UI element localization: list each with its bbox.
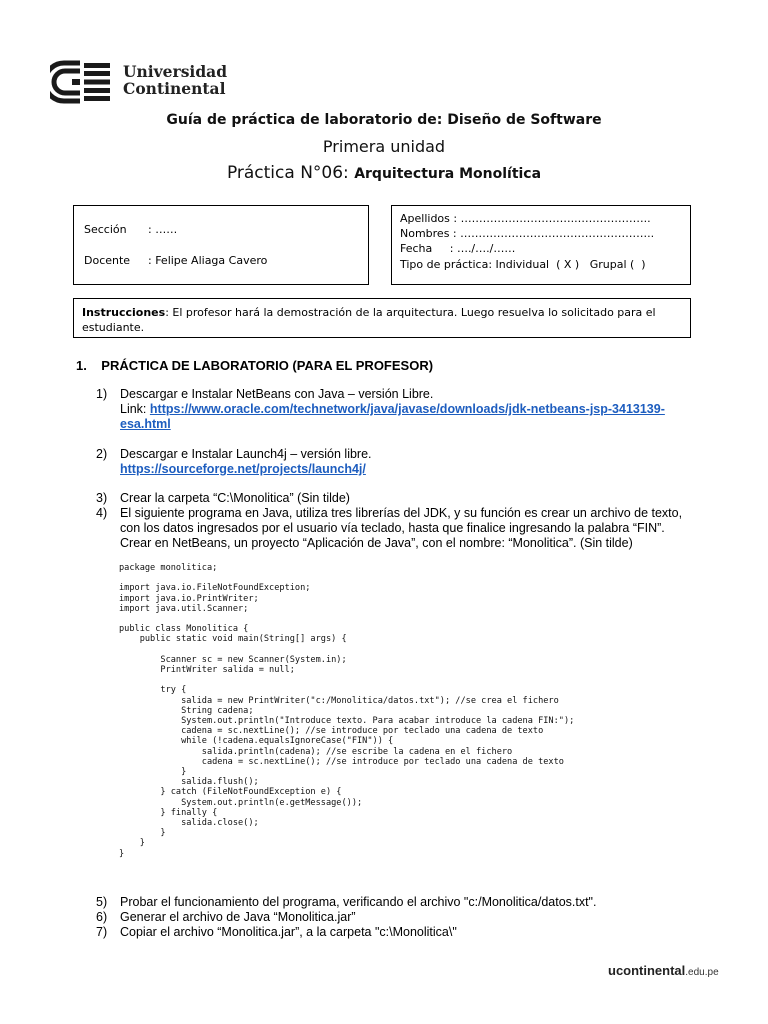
university-logo-icon — [50, 60, 112, 104]
item-text: Probar el funcionamiento del programa, verificando el archivo "c:/Monolitica/datos.txt". — [120, 895, 597, 909]
netbeans-download-link-continued[interactable]: esa.html — [120, 417, 171, 431]
item-text: Crear la carpeta “C:\Monolitica” (Sin tilde) — [120, 491, 350, 505]
student-info-box — [391, 205, 691, 285]
tipo-practica-field: Tipo de práctica: Individual ( X ) Grupal ( ) — [400, 258, 646, 271]
item-text: Descargar e Instalar Launch4j – versión libre. — [120, 447, 372, 461]
item-number: 6) — [96, 910, 108, 924]
fecha-field: Fecha : …./…./…… — [400, 242, 516, 255]
item-text-line-2: con los datos ingresados por el usuario vía teclado, hasta que finalice ingresando la palabra “FIN”. — [120, 521, 665, 535]
footer-domain: .edu.pe — [685, 967, 719, 978]
section-teacher-box — [73, 205, 369, 285]
item-number: 4) — [96, 506, 108, 520]
seccion-label: Sección — [84, 223, 127, 236]
nombres-field: Nombres : …………………………………………….. — [400, 227, 655, 240]
practice-title — [0, 163, 768, 183]
item-number: 3) — [96, 491, 108, 505]
university-logo-text — [123, 63, 227, 97]
java-code-block: package monolitica; import java.io.FileNotFoundException; import java.io.PrintWriter; import java.util.Scanner; public class Monolitica { public static void main(String[] args) { Scanner sc = new Scanner(System.in); PrintWriter salida = null; try { salida = new PrintWriter("c:/Monolitica/datos.txt"); //se crea el fichero String cadena; System.out.println("Introduce texto. Para acabar introduce la cadena FIN:"); cadena = sc.nextLine(); //se introduce por teclado una cadena de texto while (!cadena.equalsIgnoreCase("FIN")) { salida.println(cadena); //se escribe la cadena en el fichero cadena = sc.nextLine(); //se introduce por teclado una cadena de texto } salida.flush(); } catch (FileNotFoundException e) { System.out.println(e.getMessage()); } finally { salida.close(); } } } — [119, 563, 575, 859]
item-number: 7) — [96, 925, 108, 939]
instructions-box — [73, 298, 691, 338]
practice-prefix: Práctica N°06: — [226, 163, 355, 183]
logo-line-1: Universidad — [123, 62, 228, 81]
item-text-line-3: Crear en NetBeans, un proyecto “Aplicación de Java”, con el nombre: “Monolitica”. (Sin tilde) — [120, 536, 633, 550]
instructions-label: Instrucciones — [82, 306, 166, 319]
item-number: 5) — [96, 895, 108, 909]
item-number: 1) — [96, 387, 108, 401]
docente-value: : Felipe Aliaga Cavero — [148, 254, 268, 267]
footer-brand — [608, 962, 719, 980]
netbeans-download-link[interactable]: https://www.oracle.com/technetwork/java/javase/downloads/jdk-netbeans-jsp-3413139- — [149, 402, 665, 416]
link-label: Link: — [120, 402, 150, 416]
item-text: Generar el archivo de Java “Monolitica.jar” — [120, 910, 356, 924]
footer-brand-name: ucontinental — [608, 963, 686, 978]
seccion-value: : …… — [148, 223, 178, 236]
guide-subtitle: Guía de práctica de laboratorio de: Diseño de Software — [166, 112, 602, 128]
unit-title: Primera unidad — [322, 137, 446, 156]
instructions-text: : El profesor hará la demostración de la arquitectura. Luego resuelva lo solicitado para el estudiante. — [82, 306, 656, 334]
item-text: Descargar e Instalar NetBeans con Java – versión Libre. — [120, 387, 434, 401]
launch4j-download-link[interactable]: https://sourceforge.net/projects/launch4j/ — [120, 462, 366, 476]
item-text: Copiar el archivo “Monolitica.jar”, a la carpeta "c:\Monolitica\" — [120, 925, 457, 939]
section-1-title: 1. PRÁCTICA DE LABORATORIO (PARA EL PROFESOR) — [76, 358, 434, 373]
item-number: 2) — [96, 447, 108, 461]
logo-line-2: Continental — [123, 79, 226, 98]
item-text-line-1: El siguiente programa en Java, utiliza tres librerías del JDK, y su función es crear un archivo de texto, — [120, 506, 683, 520]
docente-label: Docente — [84, 254, 131, 267]
practice-name: Arquitectura Monolítica — [354, 166, 542, 182]
apellidos-field: Apellidos : …………………………..……………….. — [400, 212, 651, 225]
